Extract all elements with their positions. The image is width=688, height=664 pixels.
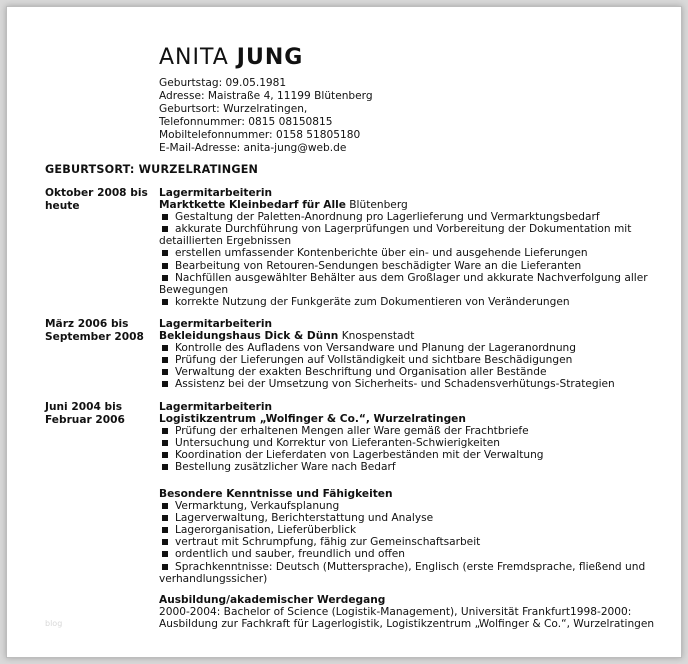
task-item: Untersuchung und Korrektur von Lieferanten-Schwierigkeiten xyxy=(159,437,649,449)
skill-item: ordentlich und sauber, freundlich und offen xyxy=(159,548,659,560)
job-title: Lagermitarbeiterin xyxy=(159,187,273,199)
email-line: E-Mail-Adresse: anita-jung@web.de xyxy=(159,141,347,154)
section-heading: GEBURTSORT: WURZELRATINGEN xyxy=(45,163,259,176)
task-item: Kontrolle des Aufladens von Versandware und Planung der Lageranordnung xyxy=(159,342,649,354)
applicant-name xyxy=(159,45,659,71)
skills-section xyxy=(159,488,659,585)
contact-block xyxy=(159,77,659,154)
company-location: Blütenberg xyxy=(345,199,408,212)
skills-heading: Besondere Kenntnisse und Fähigkeiten xyxy=(159,488,393,500)
first-name: ANITA xyxy=(159,45,229,70)
watermark: blog xyxy=(45,619,63,628)
task-item: korrekte Nutzung der Funkgeräte zum Dokumentieren von Veränderungen xyxy=(159,296,649,308)
job-body xyxy=(159,318,649,391)
task-list xyxy=(159,211,649,308)
task-item: Prüfung der erhaltenen Mengen aller Ware gemäß der Frachtbriefe xyxy=(159,425,649,437)
birthday-line: Geburtstag: 09.05.1981 xyxy=(159,77,287,89)
job-date: Oktober 2008 bis heute xyxy=(45,187,148,212)
last-name: JUNG xyxy=(236,45,304,70)
task-item: Bestellung zusätzlicher Ware nach Bedarf xyxy=(159,461,649,473)
skill-item: Sprachkenntnisse: Deutsch (Muttersprache), Englisch (erste Fremdsprache, fließend und verhandlungssicher) xyxy=(159,561,659,585)
job-date: Juni 2004 bis Februar 2006 xyxy=(45,401,125,426)
job-company xyxy=(159,330,649,342)
address-line: Adresse: Maistraße 4, 11199 Blütenberg xyxy=(159,89,373,102)
education-section xyxy=(159,594,659,630)
task-item: Prüfung der Lieferungen auf Vollständigkeit und sichtbare Beschädigungen xyxy=(159,354,649,366)
task-list xyxy=(159,425,649,473)
company-name: Logistikzentrum „Wolfinger & Co.“, Wurzelratingen xyxy=(159,413,466,426)
task-item: Verwaltung der exakten Beschriftung und Organisation aller Bestände xyxy=(159,366,649,378)
birthplace-line: Geburtsort: Wurzelratingen, xyxy=(159,102,308,115)
company-name: Bekleidungshaus Dick & Dünn xyxy=(159,330,339,343)
task-item: Gestaltung der Paletten-Anordnung pro Lagerlieferung und Vermarktungsbedarf xyxy=(159,211,649,223)
task-item: Bearbeitung von Retouren-Sendungen beschädigter Ware an die Lieferanten xyxy=(159,260,649,272)
cv-page xyxy=(6,6,682,658)
company-location: Knospenstadt xyxy=(338,330,415,343)
job-title: Lagermitarbeiterin xyxy=(159,318,273,330)
education-line: Ausbildung zur Fachkraft für Lagerlogistik, Logistikzentrum „Wolfinger & Co.“, Wurzelratingen xyxy=(159,618,655,631)
mobile-line: Mobiltelefonnummer: 0158 51805180 xyxy=(159,128,361,141)
skill-item: Lagerverwaltung, Berichterstattung und Analyse xyxy=(159,512,659,524)
education-heading: Ausbildung/akademischer Werdegang xyxy=(159,594,386,606)
task-item: Koordination der Lieferdaten von Lagerbeständen mit der Verwaltung xyxy=(159,449,649,461)
job-title: Lagermitarbeiterin xyxy=(159,401,273,413)
skill-item: Vermarktung, Verkaufsplanung xyxy=(159,500,659,512)
phone-line: Telefonnummer: 0815 08150815 xyxy=(159,115,333,128)
education-line: 2000-2004: Bachelor of Science (Logistik-Management), Universität Frankfurt1998-2000: xyxy=(159,606,632,619)
task-item: Nachfüllen ausgewählter Behälter aus dem Großlager und akkurate Nachverfolgung aller Bewegungen xyxy=(159,271,648,296)
job-body xyxy=(159,401,649,474)
company-name: Marktkette Kleinbedarf für Alle xyxy=(159,199,346,212)
job-company xyxy=(159,413,649,425)
cv-header xyxy=(159,45,659,154)
task-list xyxy=(159,342,649,390)
task-item: akkurate Durchführung von Lagerprüfungen und Vorbereitung der Dokumentation mit detaillierten Ergebnissen xyxy=(159,223,649,247)
job-body xyxy=(159,187,649,308)
job-company xyxy=(159,199,649,211)
skill-item: vertraut mit Schrumpfung, fähig zur Gemeinschaftsarbeit xyxy=(159,536,659,548)
task-item: Assistenz bei der Umsetzung von Sicherheits- und Schadensverhütungs-Strategien xyxy=(159,378,649,390)
skills-list xyxy=(159,500,659,585)
job-date: März 2006 bis September 2008 xyxy=(45,318,144,343)
task-item: erstellen umfassender Kontenberichte über ein- und ausgehende Lieferungen xyxy=(159,247,649,259)
skill-item: Lagerorganisation, Lieferüberblick xyxy=(159,524,659,536)
